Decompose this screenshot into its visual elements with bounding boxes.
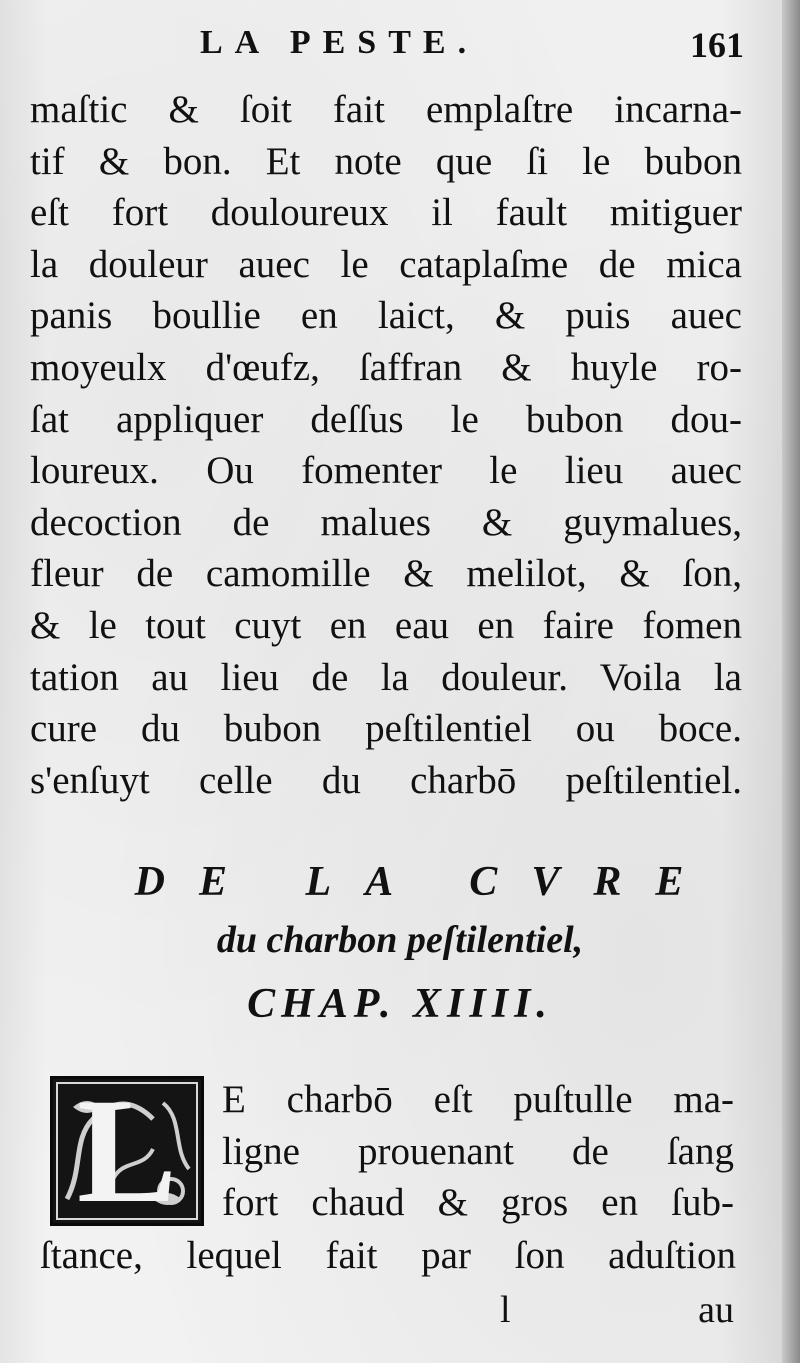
text-line: s'enſuyt celle du charbō peſtilentiel. xyxy=(30,758,742,802)
text-line: ſtance, lequel fait par ſon aduſtion xyxy=(40,1234,736,1277)
chapter-heading-title: DE LA CVRE xyxy=(134,859,718,905)
text-line: E charbō eſt puſtulle ma- xyxy=(222,1078,734,1121)
text-line: ſat appliquer deſſus le bubon dou- xyxy=(30,397,742,441)
text-line: la douleur auec le cataplaſme de mica xyxy=(30,242,742,286)
body-text xyxy=(30,84,742,806)
signature-mark: l xyxy=(500,1289,511,1331)
catchword: au xyxy=(698,1289,734,1331)
initial-letter: L xyxy=(76,1068,178,1234)
text-line: ligne prouenant de ſang xyxy=(222,1129,734,1173)
text-line: decoction de malues & guymalues, xyxy=(30,500,742,544)
running-title: LA PESTE. xyxy=(200,24,479,61)
decorated-initial xyxy=(50,1068,204,1234)
paragraph-continuation xyxy=(40,1230,736,1282)
chapter-number: CHAP. XIIII. xyxy=(247,981,553,1027)
page-number: 161 xyxy=(690,25,744,65)
text-line: moyeulx d'œufz, ſaffran & huyle ro- xyxy=(30,345,742,389)
running-head xyxy=(0,18,800,68)
text-line: tif & bon. Et note que ſi le bubon xyxy=(30,139,742,183)
text-line: & le tout cuyt en eau en faire fomen xyxy=(30,603,742,647)
text-line: fleur de camomille & melilot, & ſon, xyxy=(30,552,742,596)
page-footer xyxy=(0,1288,800,1338)
chapter-heading-subtitle: du charbon peſtilentiel, xyxy=(216,919,584,961)
text-line: eſt fort douloureux il fault mitiguer xyxy=(30,191,742,235)
text-line: loureux. Ou fomenter le lieu auec xyxy=(30,449,742,493)
text-line: cure du bubon peſtilentiel ou boce. xyxy=(30,707,742,751)
text-line: tation au lieu de la douleur. Voila la xyxy=(30,655,742,699)
page-edge-shadow xyxy=(782,0,800,1363)
text-line: fort chaud & gros en ſub- xyxy=(222,1181,734,1225)
text-line: panis boullie en laict, & puis auec xyxy=(30,294,742,338)
drop-cap-paragraph xyxy=(222,1074,734,1229)
text-line: maſtic & ſoit fait emplaſtre incarna- xyxy=(30,88,742,131)
